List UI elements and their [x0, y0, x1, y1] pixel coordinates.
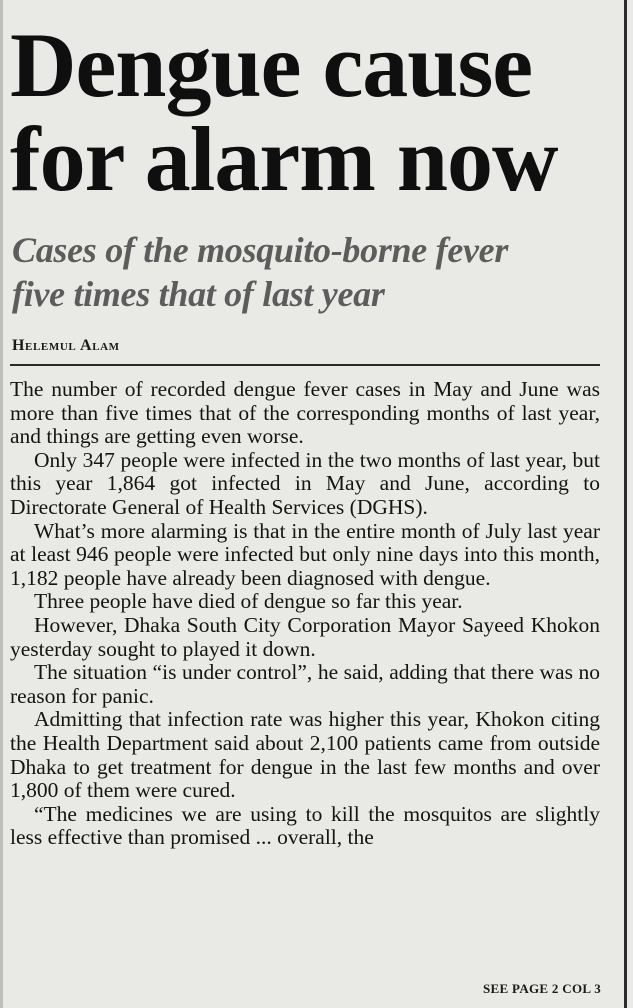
paragraph: Three people have died of dengue so far this year. — [34, 589, 463, 614]
continued-on-page-note: SEE PAGE 2 COL 3 — [483, 981, 601, 996]
byline-divider — [10, 364, 600, 366]
paragraph: Admitting that infection rate was higher this year, Khokon citing the Health Department said about 2,100 patients came from outside Dhaka to get treatment for dengue in the last few months and over 1,800 of them were cured. — [10, 707, 600, 803]
paragraph: “The medicines we are using to kill the mosquitos are slightly less effective than promised ... overall, the — [10, 801, 600, 850]
headline — [10, 14, 600, 210]
paragraph: Only 347 people were infected in the two months of last year, but this year 1,864 got infected in May and June, according to Directorate General of Health Services (DGHS). — [10, 447, 600, 519]
headline-line-1: Dengue cause — [10, 14, 533, 116]
byline: Helemul Alam — [12, 337, 120, 354]
column-rule-left — [0, 0, 3, 1008]
subheadline-line-1: Cases of the mosquito-borne fever — [12, 230, 509, 270]
paragraph: However, Dhaka South City Corporation Mayor Sayeed Khokon yesterday sought to played it down. — [10, 612, 600, 661]
column-rule-right — [624, 0, 627, 1008]
headline-line-2: for alarm now — [10, 108, 558, 210]
paragraph: The situation “is under control”, he said, adding that there was no reason for panic. — [10, 660, 600, 708]
subheadline-line-2: five times that of last year — [12, 274, 385, 314]
paragraph: What’s more alarming is that in the entire month of July last year at least 946 people were infected but only nine days into this month, 1,182 people have already been diagnosed with dengue. — [10, 518, 600, 590]
paragraph: The number of recorded dengue fever cases in May and June was more than five times that of the corresponding months of last year, and things are getting even worse. — [10, 377, 600, 449]
subheadline — [12, 228, 612, 316]
article-body — [10, 378, 600, 850]
